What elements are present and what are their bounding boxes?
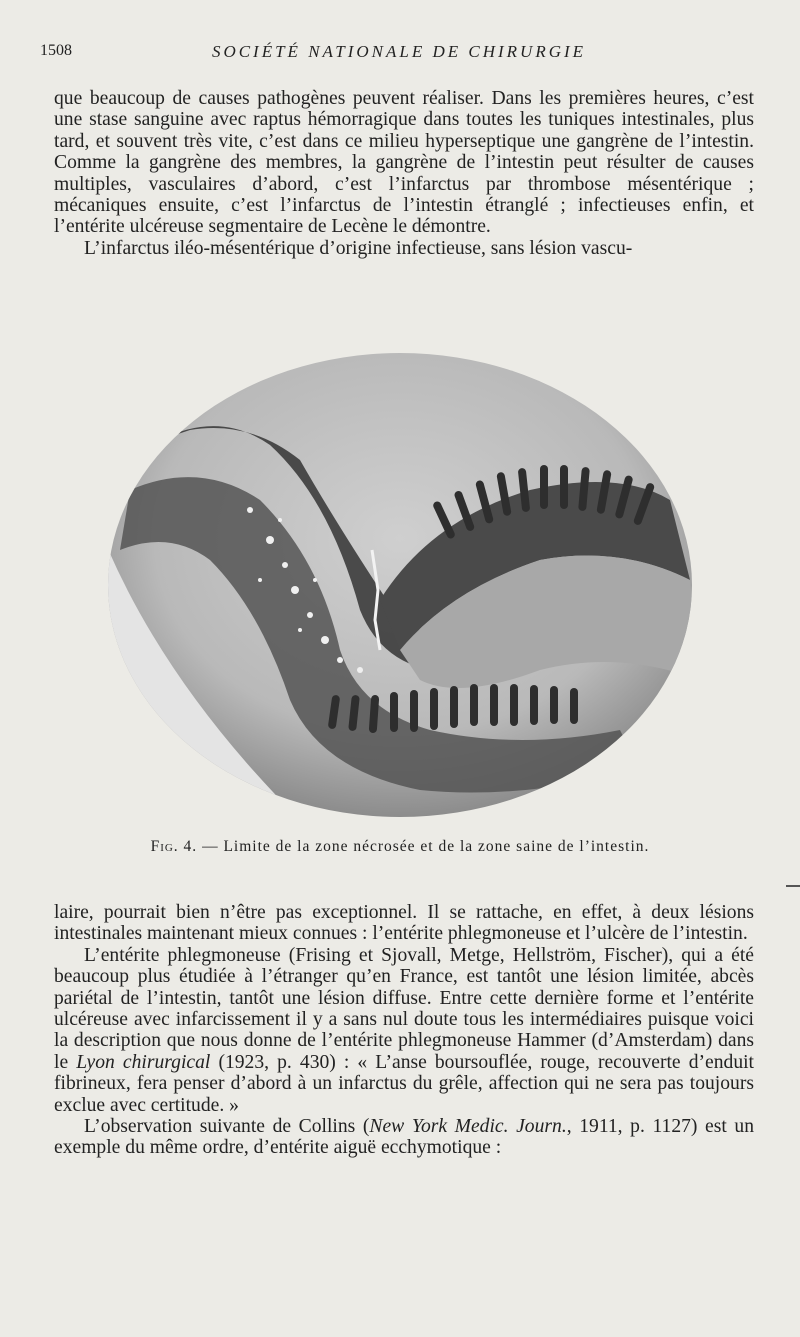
- page-number: 1508: [40, 42, 72, 59]
- paragraph: [54, 1116, 754, 1159]
- paragraph: L’infarctus iléo-mésentérique d’origine infectieuse, sans lésion vascu-: [84, 237, 633, 259]
- figure-label: Fig. 4.: [150, 838, 198, 855]
- paragraph: [54, 945, 754, 1116]
- micrograph-figure: [100, 350, 700, 820]
- text-block-top: [54, 88, 754, 259]
- paragraph-text: , 1911, p. 1127) est un exemple du même ordre, d’entérite aiguë ecchymotique :: [54, 1116, 754, 1159]
- page-header: [40, 42, 758, 70]
- text-block-bottom: [54, 902, 754, 1159]
- paragraph-text: (1923, p. 430) : « L’anse boursouflée, rouge, recouverte d’enduit fibrineux, fera penser d’abord à un infarctus du grêle, affection qui ne sera pas toujours exclue avec certitude. »: [54, 1051, 754, 1116]
- margin-mark: [786, 885, 800, 887]
- micrograph-image: [100, 350, 700, 820]
- running-title: SOCIÉTÉ NATIONALE DE CHIRURGIE: [211, 42, 587, 61]
- journal-title: New York Medic. Journ.: [369, 1116, 567, 1138]
- paragraph-text: L’observation suivante de Collins (: [84, 1116, 370, 1138]
- paragraph: laire, pourrait bien n’être pas exceptionnel. Il se rattache, en effet, à deux lésions intestinales maintenant mieux connues : l’entérite phlegmoneuse et l’ulcère de l’intestin.: [54, 902, 754, 945]
- figure-caption-text: — Limite de la zone nécrosée et de la zone saine de l’intestin.: [197, 838, 650, 855]
- paragraph-text: L’entérite phlegmoneuse (Frising et Sjovall, Metge, Hellström, Fischer), qui a été beaucoup plus étudiée à l’étranger qu’en France, est tantôt une lésion limitée, abcès pariétal de l’intestin, tantôt une lésion diffuse. Entre cette dernière forme et l’entérite ulcéreuse avec infarcissement il y a sans nul doute tous les intermédiaires puisque voici la description que nous donne de l’entérite phlegmoneuse Hammer (d’Amsterdam) dans le: [54, 944, 754, 1073]
- figure-caption: [0, 838, 800, 856]
- journal-title: Lyon chirurgical: [76, 1051, 211, 1073]
- paragraph: que beaucoup de causes pathogènes peuvent réaliser. Dans les premières heures, c’est une stase sanguine avec raptus hémorragique dans toutes les tuniques intestinales, plus tard, et souvent très vite, c’est dans ce milieu hyperseptique une gangrène de l’intestin. Comme la gangrène des membres, la gangrène de l’intestin peut résulter de causes multiples, vasculaires d’abord, c’est l’infarctus par thrombose mésentérique ; mécaniques ensuite, c’est l’infarctus de l’intestin étranglé ; infectieuses enfin, et l’entérite ulcéreuse segmentaire de Lecène le démontre.: [54, 88, 754, 238]
